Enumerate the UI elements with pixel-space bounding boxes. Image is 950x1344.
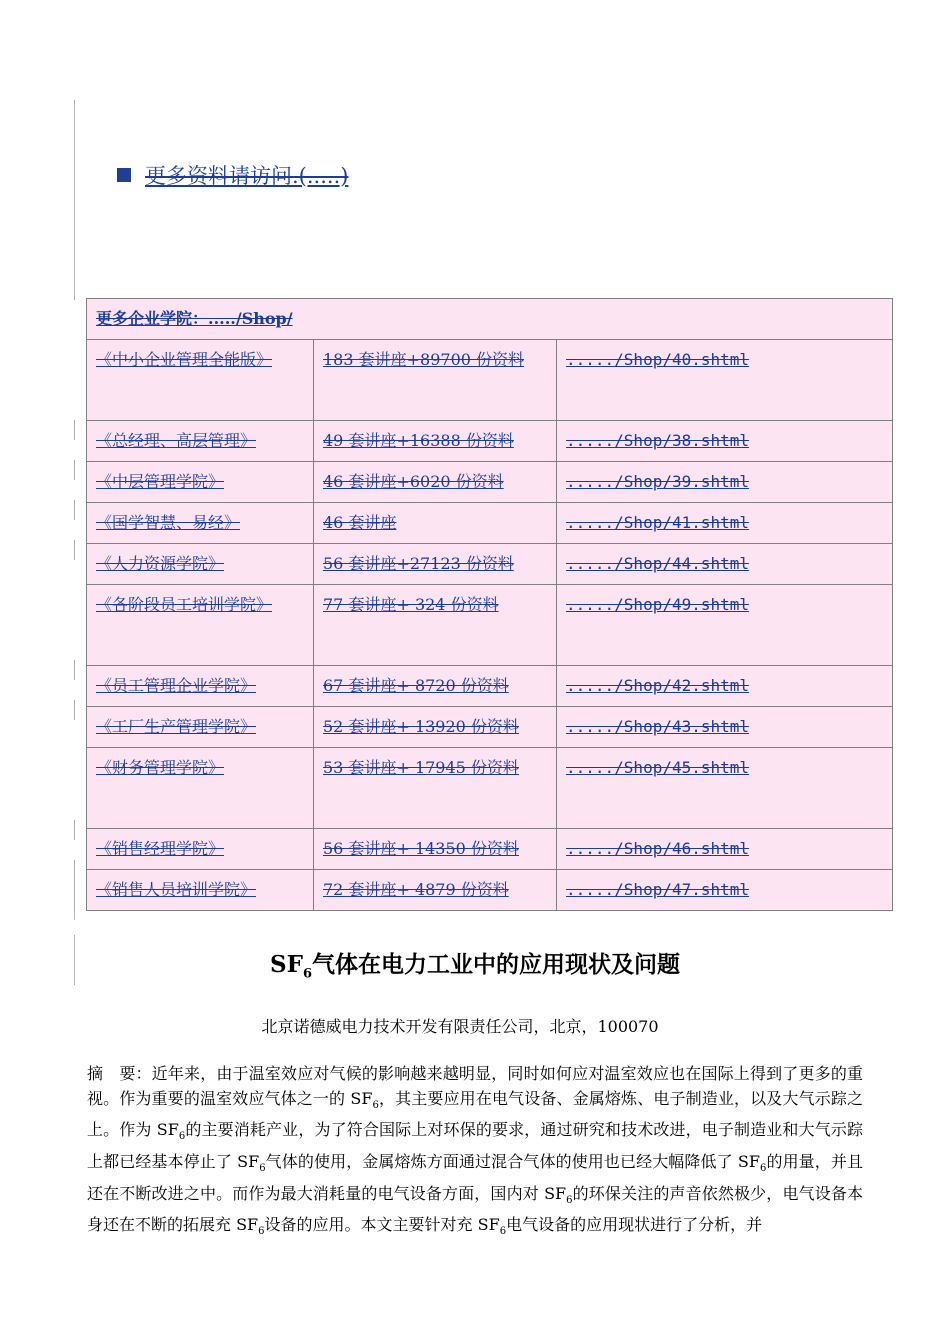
- margin-line: [74, 420, 75, 440]
- table-cell: [314, 421, 557, 462]
- course-url-link[interactable]: ...../Shop/39.shtml: [566, 472, 750, 491]
- course-name-link[interactable]: 《销售经理学院》: [96, 839, 225, 858]
- course-name-link[interactable]: 《销售人员培训学院》: [96, 880, 257, 899]
- course-url-link[interactable]: ...../Shop/47.shtml: [566, 880, 750, 899]
- table-cell: [557, 748, 893, 829]
- margin-line: [74, 540, 75, 560]
- course-summary-link[interactable]: 53 套讲座+ 17945 份资料: [323, 758, 519, 777]
- table-cell: [87, 707, 314, 748]
- table-cell: [87, 666, 314, 707]
- table-cell: [557, 503, 893, 544]
- table-cell: [87, 748, 314, 829]
- abstract-paragraph: [87, 1062, 863, 1245]
- table-row: [87, 340, 893, 421]
- course-url-link[interactable]: ...../Shop/44.shtml: [566, 554, 750, 573]
- table-cell: [314, 666, 557, 707]
- abstract-text: ，其主要应用在电气设备、金属熔炼、电子制造业，以及大气示踪之上。作为 SF: [87, 1088, 863, 1140]
- course-url-link[interactable]: ...../Shop/41.shtml: [566, 513, 750, 532]
- table-cell: [87, 829, 314, 870]
- course-summary-link[interactable]: 56 套讲座+ 14350 份资料: [323, 839, 519, 858]
- more-resources-link-row: [117, 160, 348, 190]
- table-cell: [314, 340, 557, 421]
- subscript-text: 6: [258, 1226, 265, 1238]
- table-row: [87, 544, 893, 585]
- course-summary-link[interactable]: 46 套讲座+6020 份资料: [323, 472, 504, 491]
- course-url-link[interactable]: ...../Shop/42.shtml: [566, 676, 750, 695]
- table-row: [87, 870, 893, 911]
- table-header-cell: [87, 299, 893, 340]
- course-summary-link[interactable]: 77 套讲座+ 324 份资料: [323, 595, 499, 614]
- margin-line: [74, 660, 75, 680]
- table-cell: [314, 870, 557, 911]
- abstract-text: 的环保关注的声音依然极少，电气设备本身还在不断的拓展充 SF: [87, 1183, 863, 1235]
- table-cell: [87, 421, 314, 462]
- table-row: [87, 585, 893, 666]
- article-title: $SF_6$气体在电力工业中的应用现状及问题: [270, 951, 680, 982]
- course-table: [86, 298, 893, 911]
- course-url-link[interactable]: ...../Shop/49.shtml: [566, 595, 750, 614]
- more-academies-link[interactable]: 更多企业学院：...../Shop/: [96, 309, 293, 328]
- abstract-text: 电气设备的应用现状进行了分析，并: [506, 1215, 763, 1235]
- table-cell: [557, 870, 893, 911]
- table-header-row: [87, 299, 893, 340]
- table-cell: [314, 748, 557, 829]
- table-row: [87, 829, 893, 870]
- abstract-text: 的用量，并且还在不断改进之中。而作为最大消耗量的电气设备方面，国内对 SF: [87, 1151, 863, 1203]
- table-row: [87, 421, 893, 462]
- margin-line: [74, 460, 75, 480]
- course-url-link[interactable]: ...../Shop/38.shtml: [566, 431, 750, 450]
- course-url-link[interactable]: ...../Shop/40.shtml: [566, 350, 750, 369]
- square-bullet-icon: [117, 168, 131, 182]
- margin-line: [74, 700, 75, 720]
- table-cell: [557, 462, 893, 503]
- course-name-link[interactable]: 《工厂生产管理学院》: [96, 717, 257, 736]
- course-summary-link[interactable]: 52 套讲座+ 13920 份资料: [323, 717, 519, 736]
- course-summary-link[interactable]: 46 套讲座: [323, 513, 397, 532]
- course-name-link[interactable]: 《财务管理学院》: [96, 758, 225, 777]
- subscript-text: 6: [759, 1163, 767, 1175]
- course-summary-link[interactable]: 72 套讲座+ 4879 份资料: [323, 880, 509, 899]
- table-cell: [314, 544, 557, 585]
- table-cell: [87, 340, 314, 421]
- course-name-link[interactable]: 《国学智慧、易经》: [96, 513, 241, 532]
- table-cell: [557, 421, 893, 462]
- subscript-text: 6: [566, 1194, 573, 1206]
- table-cell: [314, 503, 557, 544]
- table-cell: [314, 829, 557, 870]
- table-row: [87, 707, 893, 748]
- course-name-link[interactable]: 《中层管理学院》: [96, 472, 225, 491]
- author-affiliation: 北京诺德威电力技术开发有限责任公司，北京，100070: [261, 1017, 659, 1036]
- subscript-text: 6: [178, 1131, 186, 1143]
- table-cell: [314, 707, 557, 748]
- course-name-link[interactable]: 《员工管理企业学院》: [96, 676, 257, 695]
- abstract-text: 设备的应用。本文主要针对充 SF: [264, 1215, 500, 1235]
- abstract-text: 的主要消耗产业，为了符合国际上对环保的要求，通过研究和技术改进，电子制造业和大气示踪上都已经基本停止了 SF: [87, 1120, 863, 1171]
- table-cell: [557, 666, 893, 707]
- subscript-text: 6: [372, 1099, 379, 1111]
- course-name-link[interactable]: 《各阶段员工培训学院》: [96, 595, 273, 614]
- subscript-text: 6: [259, 1163, 266, 1175]
- table-row: [87, 462, 893, 503]
- table-cell: [557, 544, 893, 585]
- course-name-link[interactable]: 《人力资源学院》: [96, 554, 225, 573]
- course-summary-link[interactable]: 49 套讲座+16388 份资料: [323, 431, 514, 450]
- table-cell: [87, 870, 314, 911]
- table-cell: [87, 585, 314, 666]
- table-cell: [314, 585, 557, 666]
- table-cell: [87, 544, 314, 585]
- table-row: [87, 503, 893, 544]
- abstract-text: 摘 要：近年来，由于温室效应对气候的影响越来越明显，同时如何应对温室效应也在国际上得到了更多的重视。作为重要的温室效应气体之一的 SF: [87, 1064, 863, 1108]
- table-cell: [557, 340, 893, 421]
- margin-line: [74, 820, 75, 840]
- course-summary-link[interactable]: 183 套讲座+89700 份资料: [323, 350, 525, 369]
- table-cell: [557, 829, 893, 870]
- course-url-link[interactable]: ...../Shop/46.shtml: [566, 839, 750, 858]
- table-cell: [314, 462, 557, 503]
- course-summary-link[interactable]: 67 套讲座+ 8720 份资料: [323, 676, 509, 695]
- table-cell: [87, 462, 314, 503]
- course-url-link[interactable]: ...../Shop/43.shtml: [566, 717, 750, 736]
- margin-line: [74, 100, 75, 300]
- course-name-link[interactable]: 《中小企业管理全能版》: [96, 350, 273, 369]
- course-summary-link[interactable]: 56 套讲座+27123 份资料: [323, 554, 514, 573]
- table-cell: [87, 503, 314, 544]
- more-resources-link[interactable]: 更多资料请访问.(.....): [145, 164, 349, 188]
- table-row: [87, 748, 893, 829]
- table-row: [87, 666, 893, 707]
- table-cell: [557, 585, 893, 666]
- course-url-link[interactable]: ...../Shop/45.shtml: [566, 758, 750, 777]
- table-cell: [557, 707, 893, 748]
- subscript-text: 6: [499, 1226, 507, 1238]
- margin-line: [74, 860, 75, 920]
- abstract-text: 气体的使用，金属熔炼方面通过混合气体的使用也已经大幅降低了 SF: [265, 1151, 760, 1171]
- margin-line: [74, 500, 75, 520]
- course-name-link[interactable]: 《总经理、高层管理》: [96, 431, 257, 450]
